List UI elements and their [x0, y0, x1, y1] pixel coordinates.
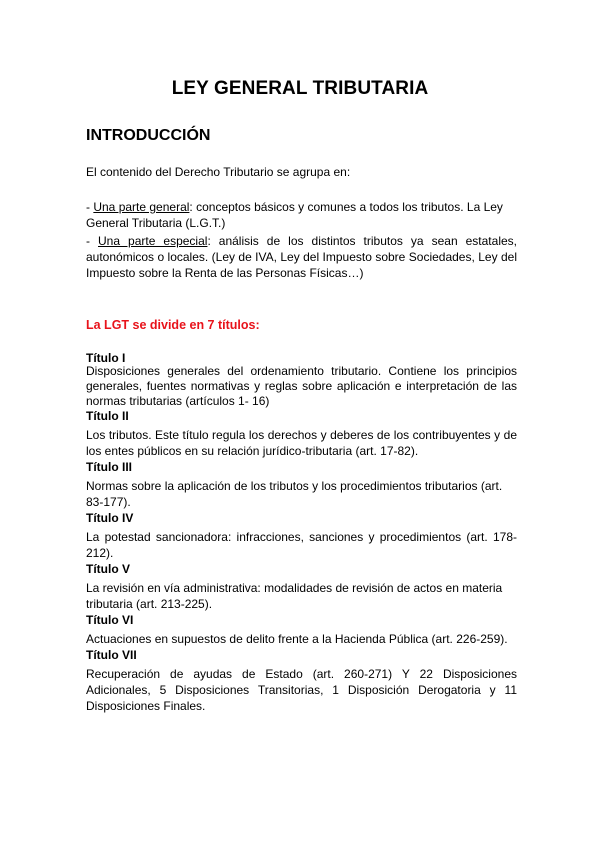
document-title: LEY GENERAL TRIBUTARIA [171, 78, 429, 99]
titulo-heading: Título VII [86, 648, 137, 662]
part-prefix: - [86, 234, 99, 248]
titulo-text: La revisión en vía administrativa: modalidades de revisión de actos en materia tributaria (art. 213-225). [86, 581, 503, 611]
part-text: : conceptos básicos y comunes a todos los tributos. La Ley General Tributaria (L.G.T.) [86, 200, 503, 230]
titulo-heading: Título VI [86, 613, 134, 627]
intro-line: El contenido del Derecho Tributario se agrupa en: [86, 165, 351, 179]
part-especial [86, 233, 517, 281]
titulo-text: Disposiciones generales del ordenamiento tributario. Contiene los principios generales, fuentes normativas y reglas sobre aplicación e interpretación de las normas tributarias (artículos 1- 16) [86, 364, 517, 408]
part-prefix: - [86, 200, 94, 214]
titulo-heading: Título III [86, 460, 132, 474]
section-heading: INTRODUCCIÓN [86, 127, 211, 144]
part-label: Una parte especial [98, 234, 208, 248]
titulo-text: Normas sobre la aplicación de los tributos y los procedimientos tributarios (art. 83-177). [86, 479, 503, 509]
divide-heading: La LGT se divide en 7 títulos: [86, 318, 260, 332]
titulo-heading: Título II [86, 409, 129, 423]
titulo-heading: Título V [86, 562, 130, 576]
titulo-text: Actuaciones en supuestos de delito frente a la Hacienda Pública (art. 226-259). [86, 632, 508, 646]
part-general [86, 199, 517, 231]
titulo-text: Recuperación de ayudas de Estado (art. 260-271) Y 22 Disposiciones Adicionales, 5 Disposiciones Transitorias, 1 Disposición Derogatoria y 11 Disposiciones Finales. [86, 667, 517, 713]
titulo-text: Los tributos. Este título regula los derechos y deberes de los contribuyentes y de los entes públicos en su relación jurídico-tributaria (art. 17-82). [86, 428, 517, 458]
part-label: Una parte general [93, 200, 190, 214]
titulo-text: La potestad sancionadora: infracciones, sanciones y procedimientos (art. 178-212). [86, 530, 517, 560]
part-text: : análisis de los distintos tributos ya sean estatales, autonómicos o locales. (Ley de IVA, Ley del Impuesto sobre Sociedades, Ley del Impuesto sobre la Renta de las Personas Físicas…) [86, 234, 517, 280]
titulo-heading: Título I [86, 351, 126, 365]
titulo-heading: Título IV [86, 511, 134, 525]
